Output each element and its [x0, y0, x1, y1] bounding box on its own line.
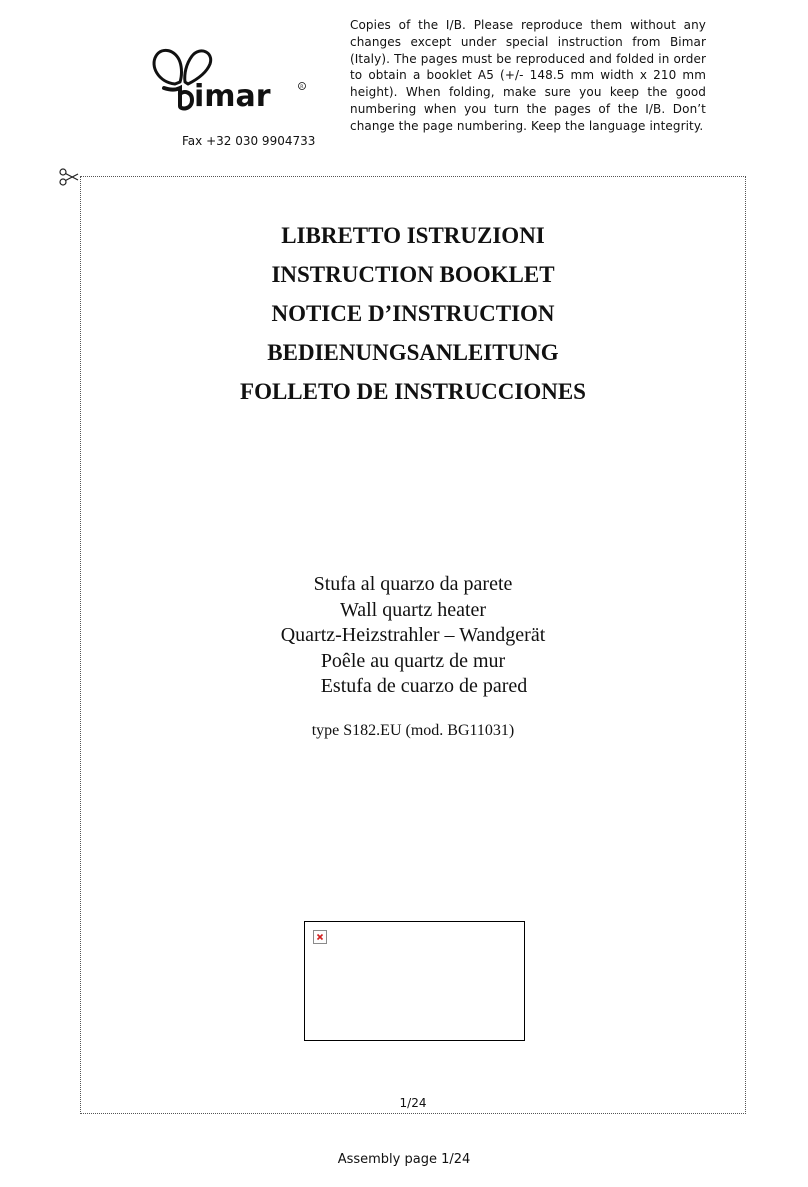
- model-type: type S182.EU (mod. BG11031): [311, 722, 515, 739]
- scissors-icon: [58, 166, 80, 188]
- reproduction-notice: Copies of the I/B. Please reproduce them without any changes except under special instruction from Bimar (Italy). The pages must be reproduced and folded in order to obtain a booklet A5 (+/- 148.5 mm width x 210 mm height). When folding, make sure you keep the good numbering when you turn the pages of the I/B. Don’t change the page numbering. Keep the language integrity.: [350, 18, 706, 133]
- assembly-page-label: Assembly page 1/24: [337, 1152, 471, 1167]
- page-number: 1/24: [399, 1096, 427, 1110]
- product-image-frame: [304, 921, 525, 1041]
- title-english: INSTRUCTION BOOKLET: [271, 262, 555, 287]
- title-french: NOTICE D’INSTRUCTION: [271, 301, 555, 326]
- bimar-logo: [150, 44, 315, 114]
- title-italian: LIBRETTO ISTRUZIONI: [281, 223, 545, 248]
- booklet-titles: [80, 216, 746, 411]
- title-spanish: FOLLETO DE INSTRUCCIONES: [240, 379, 586, 404]
- svg-text:imar: imar: [194, 79, 271, 114]
- product-names: [80, 572, 746, 700]
- product-name-french: Poêle au quartz de mur: [320, 649, 506, 672]
- bimar-logo-mark: [150, 44, 315, 114]
- product-name-german: Quartz-Heizstrahler – Wandgerät: [280, 624, 546, 646]
- product-name-english: Wall quartz heater: [339, 598, 487, 621]
- fax-number: Fax +32 030 9904733: [182, 134, 316, 148]
- product-name-italian: Stufa al quarzo da parete: [313, 573, 513, 595]
- title-german: BEDIENUNGSANLEITUNG: [267, 340, 559, 365]
- product-name-spanish: Estufa de cuarzo de pared: [320, 675, 528, 697]
- broken-image-icon: [313, 930, 327, 944]
- svg-text:R: R: [300, 85, 304, 91]
